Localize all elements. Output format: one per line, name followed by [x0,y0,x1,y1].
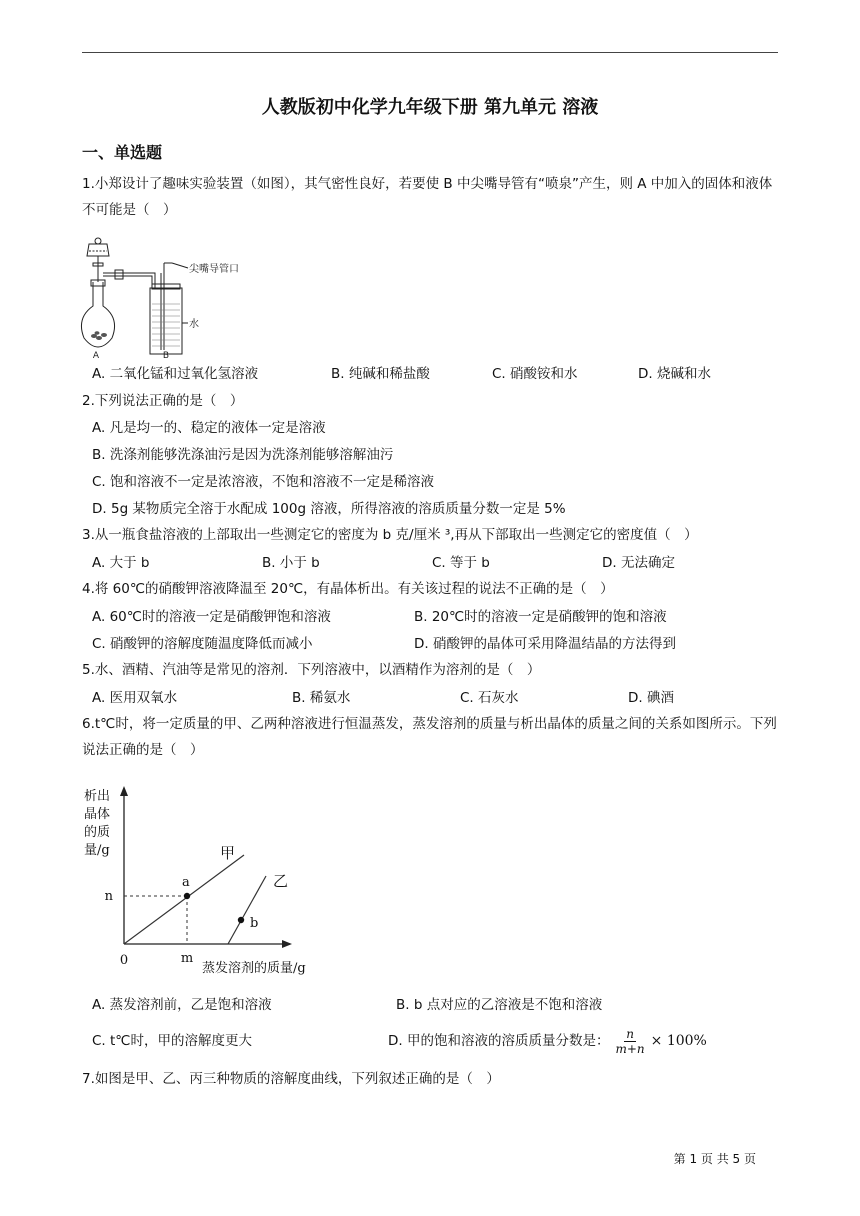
label-a: A [92,351,100,361]
tick-n: n [104,889,113,904]
label-line-yi: 乙 [273,872,289,890]
q2-option-a[interactable]: A. 凡是均一的、稳定的液体一定是溶液 [92,420,326,436]
question-2-stem: 2.下列说法正确的是（ ） [82,393,244,409]
y-axis-label-1: 析出 [84,789,111,804]
y-axis-label-2: 晶体 [84,807,111,822]
y-axis-label-4: 量/g [84,843,110,858]
q4-option-a[interactable]: A. 60℃时的溶液一定是硝酸钾饱和溶液 [92,609,331,625]
q5-option-a[interactable]: A. 医用双氧水 [92,690,178,706]
tick-m: m [180,951,194,966]
q2-option-b[interactable]: B. 洗涤剂能够洗涤油污是因为洗涤剂能够溶解油污 [92,447,394,463]
label-point-a: a [182,875,190,890]
question-5-stem: 5.水、酒精、汽油等是常见的溶剂．下列溶液中，以酒精作为溶剂的是（ ） [82,662,541,678]
q6-option-c[interactable]: C. t℃时，甲的溶解度更大 [92,1033,252,1049]
q2-option-c[interactable]: C. 饱和溶液不一定是浓溶液，不饱和溶液不一定是稀溶液 [92,474,435,490]
q1-option-c[interactable]: C. 硝酸铵和水 [492,366,578,382]
q6-option-a[interactable]: A. 蒸发溶剂前，乙是饱和溶液 [92,997,272,1013]
q4-option-c[interactable]: C. 硝酸钾的溶解度随温度降低而减小 [92,636,313,652]
label-nozzle: 尖嘴导管口 [189,264,239,275]
label-b: B [162,351,170,361]
q6-option-d[interactable] [388,1024,707,1058]
q3-option-d[interactable]: D. 无法确定 [602,555,675,571]
q4-option-b[interactable]: B. 20℃时的溶液一定是硝酸钾的饱和溶液 [414,609,667,625]
fraction-numerator: n [626,1026,634,1041]
fraction-formula [613,1027,646,1056]
q6-option-d-text: D. 甲的饱和溶液的溶质质量分数是： [388,1033,610,1049]
point-b-marker [238,917,244,923]
x-axis-label: 蒸发溶剂的质量/g [202,961,306,976]
fraction-denominator: m+n [615,1041,645,1056]
question-4-stem: 4.将 60℃的硝酸钾溶液降温至 20℃，有晶体析出。有关该过程的说法不正确的是（ ） [82,581,614,597]
q2-option-d[interactable]: D. 5g 某物质完全溶于水配成 100g 溶液，所得溶液的溶质质量分数一定是 5% [92,501,566,517]
q1-option-a[interactable]: A. 二氧化锰和过氧化氢溶液 [92,366,259,382]
page-footer: 第 1 页 共 5 页 [673,1152,756,1166]
q5-option-b[interactable]: B. 稀氨水 [292,690,351,706]
question-3-stem: 3.从一瓶食盐溶液的上部取出一些测定它的密度为 b 克/厘米 ³,再从下部取出一些测定它的密度值（ ） [82,527,698,543]
formula-tail: × 100% [650,1033,707,1049]
q3-option-a[interactable]: A. 大于 b [92,555,150,571]
q4-option-d[interactable]: D. 硝酸钾的晶体可采用降温结晶的方法得到 [414,636,676,652]
q1-option-d[interactable]: D. 烧碱和水 [638,366,711,382]
question-6-stem: 6.t℃时，将一定质量的甲、乙两种溶液进行恒温蒸发，蒸发溶剂的质量与析出晶体的质量之间的关系如图所示。下列说法正确的是（ ） [82,716,777,758]
q5-option-c[interactable]: C. 石灰水 [460,690,519,706]
apparatus-figure [80,226,255,362]
page-title: 人教版初中化学九年级下册 第九单元 溶液 [261,97,599,118]
q5-option-d[interactable]: D. 碘酒 [628,690,674,706]
section-heading: 一、单选题 [82,143,163,162]
question-7-stem: 7.如图是甲、乙、丙三种物质的溶解度曲线，下列叙述正确的是（ ） [82,1071,500,1087]
point-a-marker [184,893,190,899]
header-rule [82,52,778,53]
question-1-stem: 1.小郑设计了趣味实验装置（如图），其气密性良好，若要使 B 中尖嘴导管有“喷泉”产生，则 A 中加入的固体和液体不可能是（ ） [82,176,773,218]
q1-option-b[interactable]: B. 纯碱和稀盐酸 [331,366,430,382]
y-axis-label-3: 的质 [84,825,111,840]
label-water: 水 [189,319,199,330]
q3-option-b[interactable]: B. 小于 b [262,555,320,571]
label-point-b: b [250,916,259,931]
q6-option-b[interactable]: B. b 点对应的乙溶液是不饱和溶液 [396,997,603,1013]
origin-label: 0 [119,953,129,968]
label-line-jia: 甲 [220,844,236,862]
crystal-mass-graph [80,782,340,982]
q3-option-c[interactable]: C. 等于 b [432,555,490,571]
